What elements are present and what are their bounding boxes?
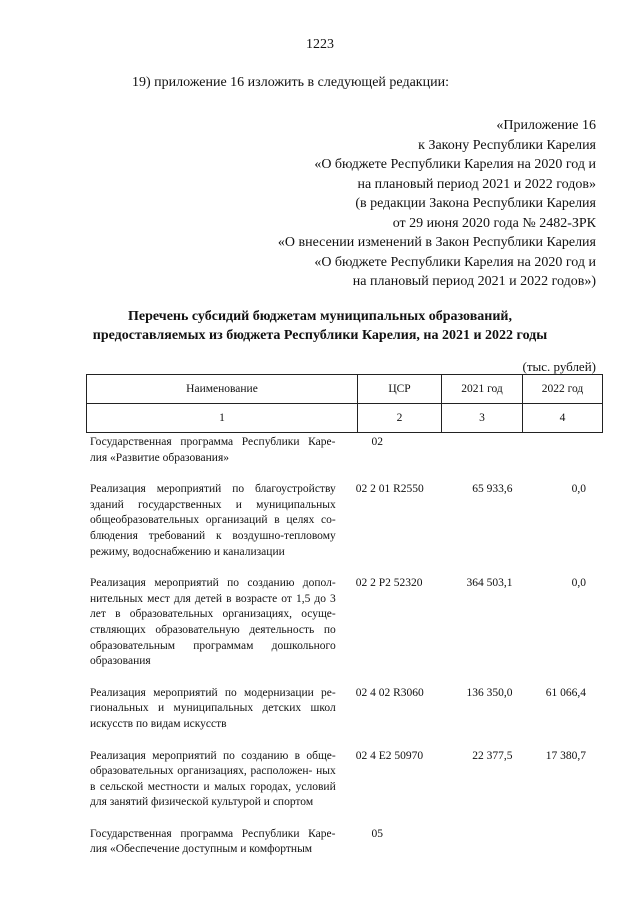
table-row [86,576,602,670]
table-row [86,686,602,733]
row-name: Реализация мероприятий по созданию в обще- образовательных организациях, расположен- ных в сельской местности и малых городах, условий для занятий физической культурой и спортом [90,749,336,809]
appendix-line: «О бюджете Республики Карелия на 2020 год и [314,254,596,270]
appendix-line: от 29 июня 2020 года № 2482-ЗРК [392,215,596,231]
intro-text: 19) приложение 16 изложить в следующей редакции: [132,75,449,90]
title-line: предоставляемых из бюджета Республики Карелия, на 2021 и 2022 годы [92,328,548,343]
row-2022: 17 380,7 [545,749,586,762]
column-number: 3 [442,404,523,433]
document-title [0,307,640,345]
column-number: 4 [523,404,603,433]
row-2022: 0,0 [571,577,586,590]
appendix-line: на плановый период 2021 и 2022 годов» [357,176,596,192]
header-2022: 2022 год [523,375,603,404]
row-2022: 61 066,4 [545,686,586,699]
row-name: Реализация мероприятий по благоустройству зданий государственных и муниципальных общеобразовательных организаций в целях со- блюдения требований к воздушно-тепловому режиму, водоснабжению и канализации [90,483,336,558]
row-csr: 02 2 P2 52320 [355,577,423,590]
row-csr: 02 2 01 R2550 [355,483,424,496]
row-csr: 02 4 E2 50970 [355,749,424,762]
row-2022 [513,435,602,466]
row-name: Реализация мероприятий по созданию допол- нительных мест для детей в возрасте от 1,5 до 3 лет в образовательных организациях, осуще- ствляющих образовательную деятельность по образовательным программам дошкольного образования [90,577,336,668]
row-name: Государственная программа Республики Каре- лия «Развитие образования» [90,436,336,464]
header-csr: ЦСР [358,375,442,404]
column-number: 1 [87,404,358,433]
row-2021: 364 503,1 [466,577,513,590]
appendix-line: на плановый период 2021 и 2022 годов») [352,274,596,289]
header-name: Наименование [87,375,358,404]
row-2021 [441,827,513,858]
title-line: Перечень субсидий бюджетам муниципальных образований, [128,309,512,324]
subsidy-table-body [86,435,602,874]
units-label: (тыс. рублей) [522,359,596,374]
row-2022 [513,827,602,858]
table-row [86,827,602,858]
table-row [86,749,602,811]
header-row [87,375,603,404]
appendix-line: «Приложение 16 [496,118,596,133]
subsidy-table-header [86,374,603,433]
row-csr: 05 [371,827,383,840]
row-name: Государственная программа Республики Каре- лия «Обеспечение доступным и комфортным [90,827,336,856]
page-number: 1223 [306,37,334,52]
column-number-row [87,404,603,433]
table-row [86,435,602,466]
row-2021: 136 350,0 [466,686,513,699]
appendix-line: «О бюджете Республики Карелия на 2020 год и [314,157,596,172]
row-csr: 02 [371,436,383,448]
appendix-line: «О внесении изменений в Закон Республики Карелия [277,235,596,250]
appendix-line: (в редакции Закона Республики Карелия [355,196,596,211]
table-row [86,482,602,560]
header-2021: 2021 год [442,375,523,404]
row-2021 [441,435,513,466]
row-2021: 22 377,5 [472,749,513,762]
row-2021: 65 933,6 [472,483,513,496]
row-2022: 0,0 [571,483,586,496]
row-csr: 02 4 02 R3060 [355,686,424,699]
column-number: 2 [358,404,442,433]
row-name: Реализация мероприятий по модернизации ре- гиональных и муниципальных детских школ искусств по видам искусств [90,686,336,730]
appendix-header [278,116,596,292]
appendix-line: к Закону Республики Карелия [418,137,596,153]
